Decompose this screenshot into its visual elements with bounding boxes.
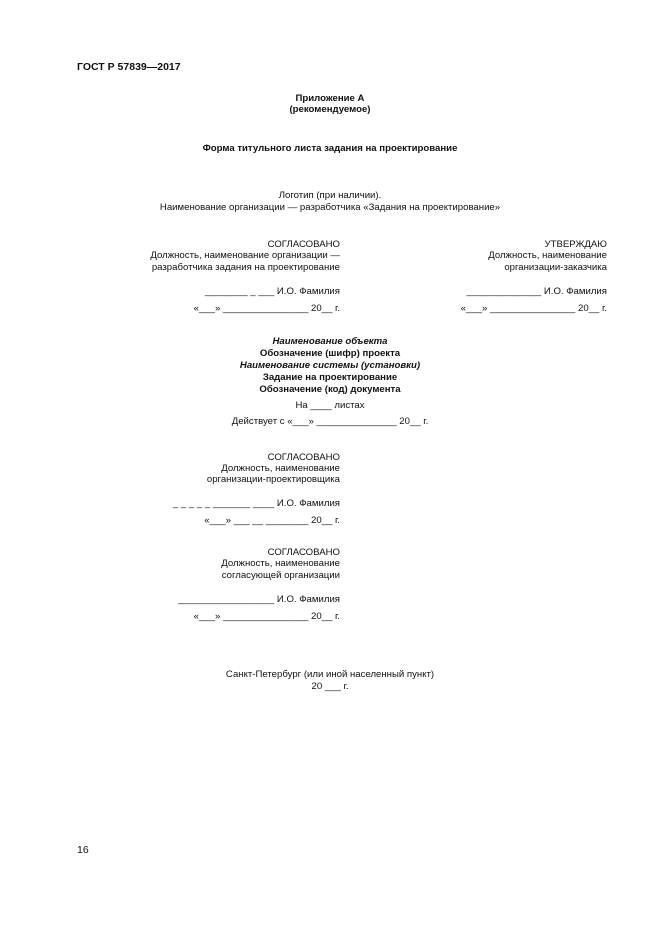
approve-heading: УТВЕРЖДАЮ	[544, 239, 607, 250]
agreed-position-line2: разработчика задания на проектирование	[151, 262, 340, 273]
approve-position-line2: организации-заказчика	[504, 262, 607, 273]
agreed-heading: СОГЛАСОВАНО	[267, 239, 340, 250]
agreeing-position-line1: Должность, наименование	[221, 558, 340, 569]
appendix-title: Приложение А	[295, 93, 365, 104]
page-number: 16	[77, 844, 89, 856]
organization-name: Наименование организации — разработчика «Задания на проектирование»	[159, 202, 501, 213]
agreeing-signature-line: __________________ И.О. Фамилия	[178, 594, 340, 605]
city: Санкт-Петербург (или иной населенный пункт)	[225, 669, 435, 680]
valid-from: Действует с «___» _______________ 20__ г.	[231, 416, 429, 427]
document-code: Обозначение (код) документа	[259, 384, 401, 395]
agreeing-heading: СОГЛАСОВАНО	[267, 547, 340, 558]
designer-heading: СОГЛАСОВАНО	[267, 452, 340, 463]
designer-position-line1: Должность, наименование	[221, 463, 340, 474]
approve-date-line: «___» ________________ 20__ г.	[460, 303, 607, 314]
approve-signature-line: ______________ И.О. Фамилия	[466, 286, 607, 297]
year: 20 ___ г.	[311, 681, 349, 692]
designer-signature-line: _ _ _ _ _ _______ ____ И.О. Фамилия	[172, 498, 340, 509]
object-name: Наименование объекта	[272, 336, 388, 347]
agreeing-date-line: «___» ________________ 20__ г.	[193, 611, 340, 622]
project-code: Обозначение (шифр) проекта	[259, 348, 401, 359]
designer-date-line: «___» ___ __ ________ 20__ г.	[204, 515, 340, 526]
agreed-signature-line: ________ _ ___ И.О. Фамилия	[204, 286, 340, 297]
agreed-date-line: «___» ________________ 20__ г.	[193, 303, 340, 314]
logo-placeholder: Логотип (при наличии).	[278, 190, 382, 201]
designer-position-line2: организации-проектировщика	[206, 474, 340, 485]
task-title: Задание на проектирование	[262, 372, 398, 383]
appendix-note: (рекомендуемое)	[289, 104, 371, 115]
form-title: Форма титульного листа задания на проектирование	[202, 143, 458, 154]
agreed-position-line1: Должность, наименование организации —	[150, 250, 340, 261]
agreeing-position-line2: согласующей организации	[221, 570, 340, 581]
standard-header: ГОСТ Р 57839—2017	[77, 61, 181, 73]
system-name: Наименование системы (установки)	[239, 360, 421, 371]
approve-position-line1: Должность, наименование	[488, 250, 607, 261]
sheets-count: На ____ листах	[295, 400, 365, 411]
